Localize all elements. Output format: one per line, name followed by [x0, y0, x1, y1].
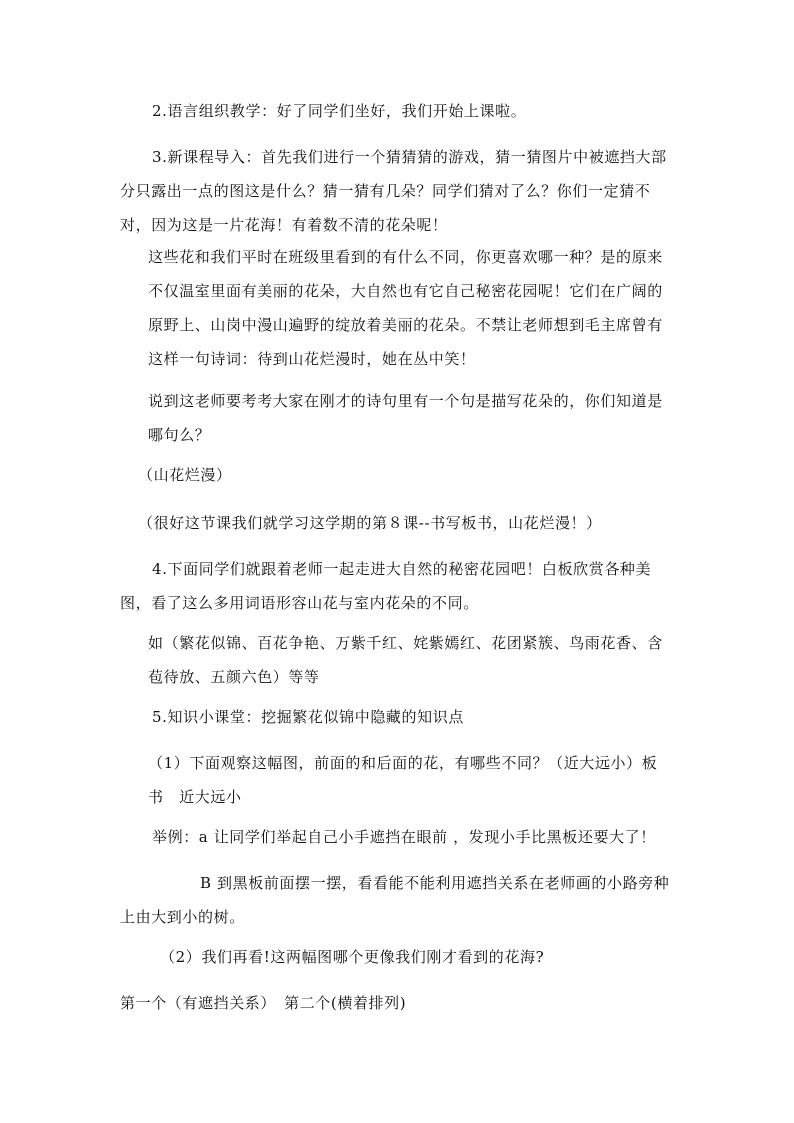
paragraph-2-line-3: 对，因为这是一片花海！有着数不清的花朵呢！: [120, 216, 448, 234]
paragraph-3-line-4: 这样一句诗词：待到山花烂漫时，她在丛中笑！: [148, 350, 476, 368]
paragraph-6: [138, 506, 602, 540]
paragraph-2-line-2: 分只露出一点的图这是什么？猜一猜有几朵？同学们猜对了么？你们一定猜不: [120, 182, 651, 200]
paragraph-10-line-1: （1）下面观察这幅图，前面的和后面的花，有哪些不同？（近大远小）板: [148, 754, 658, 772]
paragraph-11-line-1: 举例：a 让同学们举起自己小手遮挡在眼前 ，发现小手比黑板还要大了！: [152, 828, 656, 846]
paragraph-3-line-3: 原野上、山岗中漫山遍野的绽放着美丽的花朵。不禁让老师想到毛主席曾有: [148, 316, 663, 334]
paragraph-1: [152, 94, 526, 128]
paragraph-4-line-2: 哪句么？: [148, 426, 211, 444]
paragraph-3: [148, 240, 663, 376]
paragraph-14: [120, 986, 406, 1020]
paragraph-8: [148, 626, 663, 694]
paragraph-14-line-1: 第一个（有遮挡关系） 第二个(横着排列): [120, 994, 407, 1012]
paragraph-12: [120, 866, 669, 934]
paragraph-2-line-1: 3.新课程导入：首先我们进行一个猜猜猜的游戏，猜一猜图片中被遮挡大部: [152, 148, 667, 166]
paragraph-8-line-1: 如（繁花似锦、百花争艳、万紫千红、姹紫嫣红、花团紧簇、鸟雨花香、含: [148, 634, 663, 652]
paragraph-8-line-2: 苞待放、五颜六色）等等: [148, 668, 320, 686]
paragraph-12-line-1: B 到黑板前面摆一摆，看看能不能利用遮挡关系在老师画的小路旁种: [200, 874, 670, 892]
paragraph-7: [120, 552, 651, 620]
paragraph-2: [120, 140, 667, 242]
paragraph-13: [160, 940, 544, 974]
paragraph-10: [148, 746, 657, 814]
paragraph-10-line-2: 书 近大远小: [148, 788, 242, 806]
paragraph-3-line-2: 不仅温室里面有美丽的花朵，大自然也有它自己秘密花园呢！它们在广阔的: [148, 282, 663, 300]
paragraph-4-line-1: 说到这老师要考考大家在刚才的诗句里有一个句是描写花朵的，你们知道是: [148, 392, 663, 410]
paragraph-9-line-1: 5.知识小课堂：挖掘繁花似锦中隐藏的知识点: [152, 708, 464, 726]
paragraph-4: [148, 384, 663, 452]
paragraph-5-line-1: （山花烂漫）: [138, 466, 232, 484]
paragraph-5: [138, 458, 232, 492]
paragraph-12-line-2: 上由大到小的树。: [120, 908, 245, 926]
paragraph-6-line-1: （很好这节课我们就学习这学期的第８课--书写板书，山花烂漫！）: [138, 514, 602, 532]
paragraph-11: [152, 820, 656, 854]
paragraph-3-line-1: 这些花和我们平时在班级里看到的有什么不同，你更喜欢哪一种？是的原来: [148, 248, 663, 266]
paragraph-7-line-2: 图，看了这么多用词语形容山花与室内花朵的不同。: [120, 594, 479, 612]
paragraph-9: [152, 700, 464, 734]
paragraph-7-line-1: 4.下面同学们就跟着老师一起走进大自然的秘密花园吧！白板欣赏各种美: [152, 560, 652, 578]
paragraph-13-line-1: （2）我们再看!这两幅图哪个更像我们刚才看到的花海?: [160, 948, 545, 966]
paragraph-1-line-1: 2.语言组织教学：好了同学们坐好，我们开始上课啦。: [152, 102, 527, 120]
